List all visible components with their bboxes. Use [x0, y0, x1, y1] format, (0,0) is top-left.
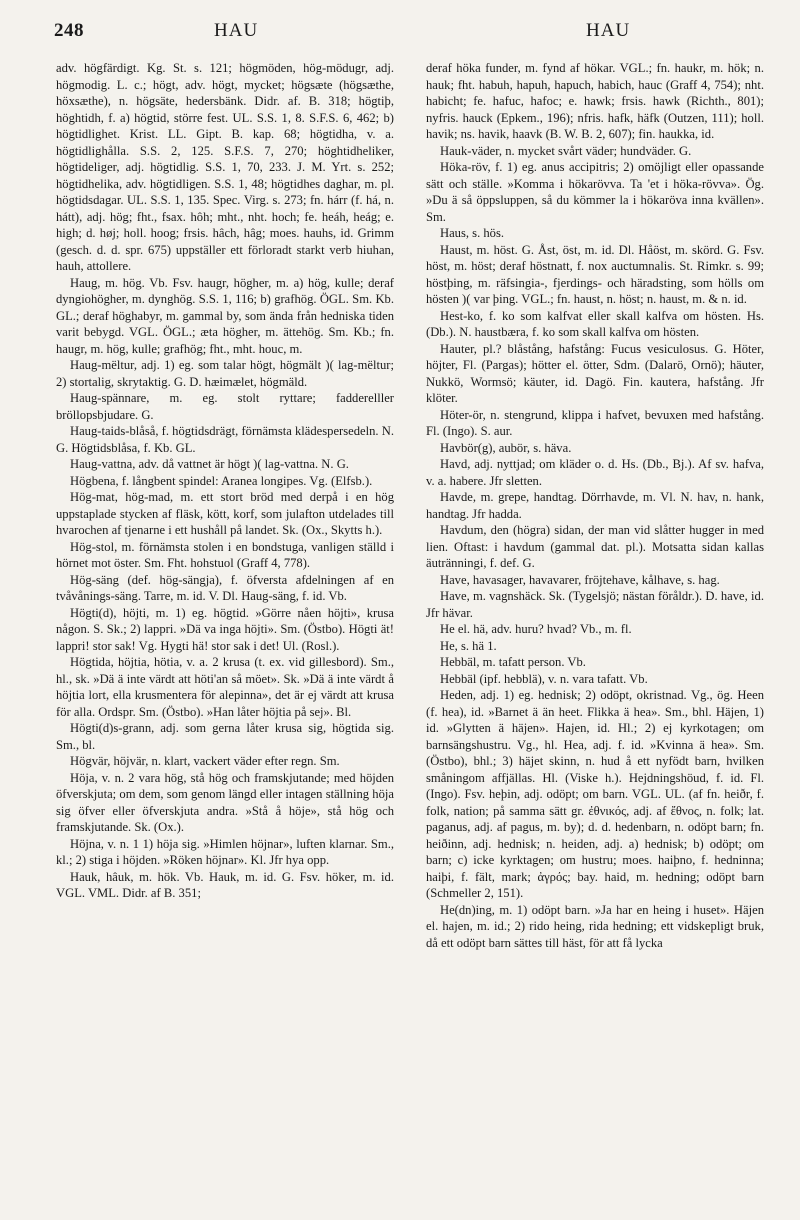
entry: He(dn)ing, m. 1) odöpt barn. »Ja har en heing i huset». Häjen el. hajen, m. id.; 2) rido heing, rida hedning; ett vidskepligt bruk, då ett odöpt barn sättes till häst, för att få lycka — [426, 902, 764, 950]
page-header — [54, 18, 770, 48]
entry: Höja, v. n. 2 vara hög, stå hög och framskjutande; med höjden öfverskjuta; om dem, som genom längd eller intagen ställning höja sig öfver eller öfverskjuta andra. »Stå å höje», stå hög och framskjutande. Sk. (Ox.). — [56, 770, 394, 834]
entry: Haug-spännare, m. eg. stolt ryttare; fadderelller bröllopsbjudare. G. — [56, 391, 394, 422]
entry: deraf höka funder, m. fynd af hökar. VGL.; fn. haukr, m. hök; n. hauk; fht. habuh, hapuh, hapuch, habich, hauc (Graff 4, 754); nht. habicht; fe. hafuc, hafoc; e. hawk; frsis. hawk (Richth., 801); nyfris. hauck (Epkem., 196); nfris. hafk, häfk (Outzen, 111); holl. havik; ns. havik, haavk (B. W. B. 2, 607); fin. haukka, id. — [426, 61, 764, 141]
entry: Have, m. vagnshäck. Sk. (Tygelsjö; nästan föråldr.). D. have, id. Jfr hävar. — [426, 589, 764, 620]
entry: Hebbäl, m. tafatt person. Vb. — [440, 655, 586, 669]
entry: Haust, m. höst. G. Åst, öst, m. id. Dl. Håöst, m. skörd. G. Fsv. höst, m. höst; deraf höstnatt, f. nox auctumnalis. St. Rimkr. s. 99; höstþing, m. räfsingia-, fjerdings- och häradsting, som hölls om hösten )( var þing. VGL.; fn. haust, n. höst; n. haust, m. & n. id. — [426, 242, 764, 306]
entry: Höjna, v. n. 1 1) höja sig. »Himlen höjnar», luften klarnar. Sm., kl.; 2) stiga i höjden. »Röken höjnar». Kl. Jfr hya opp. — [56, 836, 394, 867]
entry: Havd, adj. nyttjad; om kläder o. d. Hs. (Db., Bj.). Af sv. hafva, v. a. habere. Jfr sletten. — [426, 457, 764, 488]
page-number: 248 — [54, 20, 84, 41]
entry: Havbör(g), aubör, s. häva. — [440, 440, 572, 455]
entry: Haug-mëltur, adj. 1) eg. som talar högt, högmält )( lag-mëltur; 2) stortalig, skrytaktig. G. D. hæimælet, högmäld. — [56, 358, 394, 389]
entry: Heden, adj. 1) eg. hednisk; 2) odöpt, okristnad. Vg., ög. Heen (f. hea), id. »Barnet ä än heet. Flikka ä hea». Sm., bhl. Häjen, 1) id. »Glytten ä häjen». Hajen, id. Hl.; 2) ej kyrkotagen; om barnsängshustru. Vg., hl. Hea, adj. f. id. »Kvinna ä hea». Sm. (Östbo), bhl.; 3) häjet skinn, n. hud å ett nyfödt barn, hvilken småningom affjällas. Hl. (Viske h.). Hejdningshöud, f. id. Fl. (Ingo). Fsv. heþin, adj. odöpt; om barn. VGL. UL. (af fn. heiðr, f. folk, nation; på samma sätt gr. ἐθνικός, adj. af ἔθνος, n. folk; lat. paganus, adj. af pagus, m. by); d. d. hedenbarn, n. odöpt barn; fn. heiðinn, adj. hednisk; n. heiden, adj. a) hednisk; b) odöpt; om barn; c) icke kyrktagen; om hustru; moes. haiþno, f. hedninna; haiþi, f. fält, mark; ἀγρός; bay. haid, m. hedning; odöpt barn (Schmeller 2, 151). — [426, 688, 764, 900]
entry: Högti(d)s-grann, adj. som gerna låter krusa sig, högtida sig. Sm., bl. — [56, 721, 394, 752]
entry: Havdum, den (högra) sidan, der man vid slåtter hugger in med lien. Oftast: i havdum (gammal dat. pl.). Motsatta sidan kallas äutränningi, f. def. G. — [426, 523, 764, 570]
left-column — [56, 60, 394, 1210]
running-head-left: HAU — [214, 20, 259, 41]
entry: Hauk, hâuk, m. hök. Vb. Hauk, m. id. G. Fsv. höker, m. id. VGL. VML. Didr. af B. 351; — [56, 869, 394, 900]
entry: Högtida, höjtia, hötia, v. a. 2 krusa (t. ex. vid gillesbord). Sm., hl., sk. »Dä ä inte värdt att höti'an så möet». Sk. »Dä ä inte värdt å höjtia lort, ella krusmentera för alepinna», det är ej värdt att krusa för alla. Ordspr. Sm. (Östbo). »Han låter höjtia på sej». Bl. — [56, 655, 394, 719]
entry: Högbena, f. långbent spindel: Aranea longipes. Vg. (Elfsb.). — [70, 473, 373, 488]
right-column — [426, 60, 764, 1210]
entry: Haug-taids-blåså, f. högtidsdrägt, förnämsta klädespersedeln. N. G. Högtidsblåsa, f. Kb. GL. — [56, 424, 394, 455]
entry: He el. hä, adv. huru? hvad? Vb., m. fl. — [440, 622, 632, 636]
entry: Havde, m. grepe, handtag. Dörrhavde, m. Vl. N. hav, n. hank, handtag. Jfr hadda. — [426, 490, 764, 521]
entry: Hebbäl (ipf. hebblä), v. n. vara tafatt. Vb. — [440, 671, 648, 686]
entry: Höka-röv, f. 1) eg. anus accipitris; 2) omöjligt eller opassande sätt och ställe. »Komma i hökarövva. Ta 'et i höka-rövva». Ög. »Du ä så öppsluppen, så du kömmer la i hökaröva inna kvällen». Sm. — [426, 160, 764, 224]
running-head-right: HAU — [586, 20, 631, 41]
entry: Hest-ko, f. ko som kalfvat eller skall kalfva om hösten. Hs. (Db.). N. haustbæra, f. ko som skall kalfva om hösten. — [426, 308, 764, 339]
entry: Hög-mat, hög-mad, m. ett stort bröd med derpå i en hög uppstaplade stycken af fläsk, kött, korf, som julafton utdelades till hvarochen af tjenarne i ett hushåll på landet. Sk. (Ox., Skytts h.). — [56, 490, 394, 537]
entry: Högvär, höjvär, n. klart, vackert väder efter regn. Sm. — [70, 754, 340, 768]
entry: Högti(d), höjti, m. 1) eg. högtid. »Görre nåen höjti», krusa någon. S. Sk.; 2) lappri. »Dä va inga höjti». Sm. (Östbo). Högti ät! lappri! stor sak! Vg. Hygti hä! stor sak i det! Ul. (Rosl.). — [56, 605, 394, 653]
entry: Haug-vattna, adv. då vattnet är högt )( lag-vattna. N. G. — [70, 457, 349, 471]
entry: Hauter, pl.? blåstång, hafstång: Fucus vesiculosus. G. Höter, höjter, Fl. (Pargas); hötter el. ötter, Sdm. (Dalarö, Ornö); häuter, Nukkö, Wormsö; käuter, id. Dagö. Fin. kautera, hafstång. Jfr klöter. — [426, 341, 764, 405]
entry: Hauk-väder, n. mycket svårt väder; hundväder. G. — [440, 143, 692, 158]
entry: He, s. hä 1. — [440, 638, 497, 653]
entry: Hög-stol, m. förnämsta stolen i en bondstuga, vanligen ställd i hörnet mot öster. Sm. Fht. hohstuol (Graff 4, 778). — [56, 539, 394, 570]
entry: Höter-ör, n. stengrund, klippa i hafvet, bevuxen med hafstång. Fl. (Ingo). S. aur. — [426, 407, 764, 438]
entry: Hög-säng (def. hög-sängja), f. öfversta afdelningen af en tvåvånings-säng. Tarre, m. id. V. Dl. Haug-säng, f. id. Vb. — [56, 572, 394, 603]
entry: Haug, m. hög. Vb. Fsv. haugr, högher, m. a) hög, kulle; deraf dyngiohögher, m. dynghög. S.S. 1, 116; b) grafhög. ÖGL. Sm. Kb. GL.; deraf höghabyr, m. gammal by, som ända från hedniska tiden varit bebygd. VGL. ÖGL.; æta högher, m. ättehög. Sm. Kb.; fn. haugr, m. hög, kulle; grafhög; fht., mht. houc, m. — [56, 275, 394, 356]
entry: adv. högfärdigt. Kg. St. s. 121; högmöden, hög-mödugr, adj. högmodig. L. c.; högt, adv. högt, mycket; högsæte (högsæthe, höxsæthe), n. högsäte, hedersbänk. Didr. af. B. 318; högtiþ, höghtidh, f. a) högtid, större fest. UL. S.S. 1, 8. S.F.S. 6, 462; b) högtidlighet. Krist. LL. Gipt. B. kap. 68; högtidha, v. a. högtidlighålla. S.S. 2, 125. S.F.S. 7, 270; höghtidheliker, högtideliger, adj. högtidlig. S.S. 1, 70, 233. J. M. Yrt. s. 252; högtidhelika, adv. högtidligen. S.S. 1, 48; högtidhes daghar, m. pl. högtidsdagar. UL. S.S. 1, 135. Spec. Virg. s. 273; fn. hárr (f. há, n. hátt), adj. hög; fht., fsax. hôh; mht., nht. hoch; fe. heáh, heág; e. high; d. høj; holl. hoog; frsis. hâch, hâg; moes. hauhs, id. Grimm (gesch. d. d. spr. 675) uppställer ett förloradt starkt verb hiuhan, hauh, attollere. — [56, 61, 394, 273]
entry: Haus, s. hös. — [440, 226, 505, 240]
entry: Have, havasager, havavarer, fröjtehave, kålhave, s. hag. — [440, 572, 720, 587]
